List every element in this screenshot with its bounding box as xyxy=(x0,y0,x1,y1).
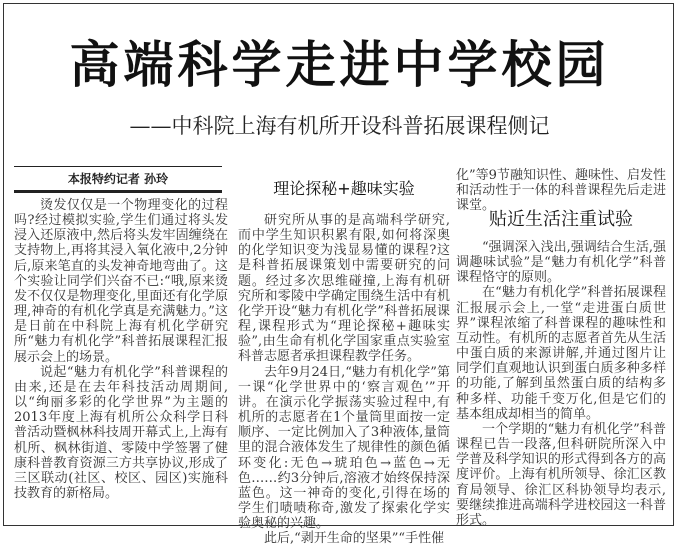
section-heading-theory: 理论探秘+趣味实验 xyxy=(273,179,415,198)
paragraph: 说起“魅力有机化学”科普课程的由来,还是在去年科技活动周期间,以“绚丽多彩的化学世界”为主题的2013年度上海有机所公众科学日科普活动暨枫林科技周开幕式上,上海有机所、枫林街道、零陵中学签署了健康科普教育资源三方共享协议,形成了三区联动(社区、校区、园区)实施科技教育的新格局。 xyxy=(14,364,228,501)
paragraph: 在“魅力有机化学”科普拓展课程汇报展示会上,一堂“走进蛋白质世界”课程浓缩了科普课程的趣味性和互动性。有机所的志愿者首先从生活中蛋白质的来源讲解,并通过图片让同学们直观地认识到蛋白质多种多样的功能,了解到虽然蛋白质的结构多种多样、功能千变万化,但是它们的基本组成却相当的简单。 xyxy=(456,285,666,422)
paragraph: 烫发仅仅是一个物理变化的过程吗?经过模拟实验,学生们通过将头发浸入还原液中,然后将头发牢固缠绕在支持物上,再将其浸入氧化液中,2分钟后,原来笔直的头发神奇地弯曲了。这个实验让同学们兴奋不已:“哦,原来烫发不仅仅是物理变化,里面还有化学原理,神奇的有机化学真是充满魅力。”这是日前在中科院上海有机化学研究所“魅力有机化学”科普拓展课程汇报展示会上的场景。 xyxy=(14,198,228,365)
byline: 本报特约记者 孙玲 xyxy=(67,172,169,186)
byline-rule-bottom xyxy=(14,190,222,193)
article-column-1 xyxy=(14,198,228,501)
article-column-2 xyxy=(238,213,450,546)
paragraph: “强调深入浅出,强调结合生活,强调趣味试验”是“魅力有机化学”科普课程恪守的原则。 xyxy=(456,240,666,286)
subheadline: ——中科院上海有机所开设科普拓展课程侧记 xyxy=(129,114,550,138)
headline: 高端科学走进中学校园 xyxy=(69,36,610,94)
byline-rule-top xyxy=(14,166,222,167)
section-heading-life: 贴近生活注重试验 xyxy=(489,209,633,230)
paragraph-continuation: 化”等9节融知识性、趣味性、启发性和活动性于一体的科普课程先后走进课堂。 xyxy=(456,168,666,214)
paragraph: 去年9月24日,“魅力有机化学”第一课“化学世界中的‘察言观色’”开讲。在演示化学振荡实验过程中,有机所的志愿者在1个量筒里面按一定顺序、一定比例加入了3种液体,量筒里的混合液体发生了规律性的颜色循环变化:无色→琥珀色→蓝色→无色……约3分钟后,溶液才始终保持深蓝色。这一神奇的变化,引得在场的学生们啧啧称奇,激发了探索化学实验奥秘的兴趣。 xyxy=(238,364,450,532)
paragraph: 一个学期的“魅力有机化学”科普课程已告一段落,但科研院所深入中学普及科学知识的形式得到各方的高度评价。上海有机所领导、徐汇区教育局领导、徐汇区科协领导均表示,要继续推进高端科学进校园这一科普形式。 xyxy=(456,421,666,528)
article-column-3 xyxy=(456,240,666,528)
paragraph: 此后,“剥开生命的坚果”“手性催 xyxy=(264,531,445,546)
paragraph: 研究所从事的是高端科学研究,而中学生知识积累有限,如何将深奥的化学知识变为浅显易懂的课程?这是科普拓展课策划中需要研究的问题。经过多次思维碰撞,上海有机研究所和零陵中学确定围绕生活中有机化学开设“魅力有机化学”科普拓展课程,课程形式为“理论探秘+趣味实验”,由生命有机化学国家重点实验室科普志愿者承担课程教学任务。 xyxy=(238,213,450,365)
